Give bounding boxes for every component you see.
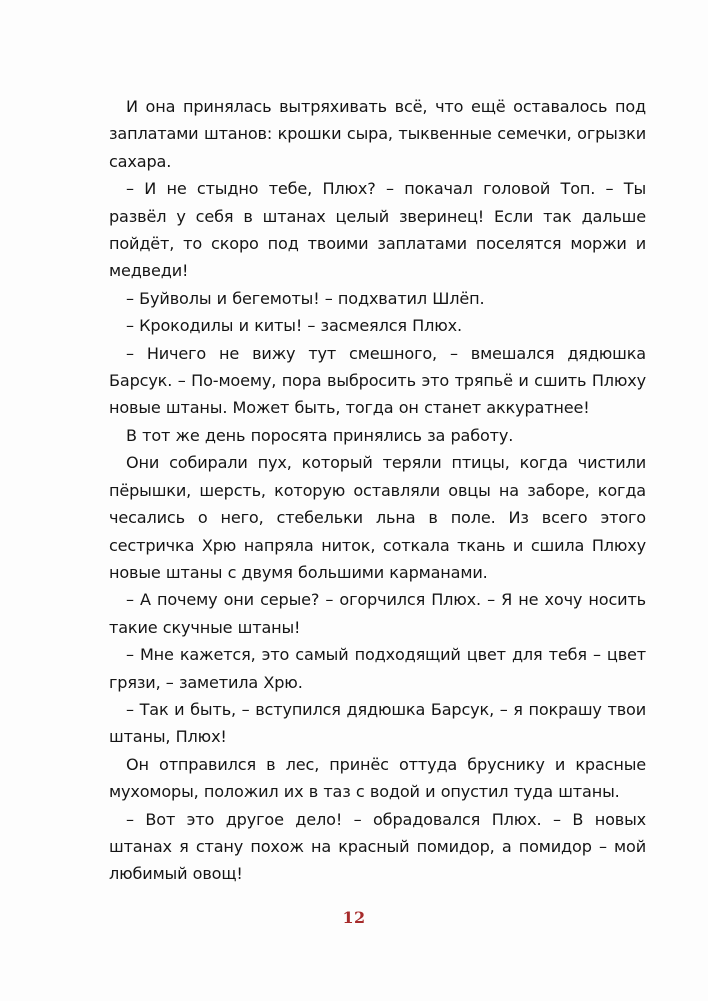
paragraph: – Вот это другое дело! – обрадовался Плюх. – В новых штанах я стану похож на красный помидор, а помидор – мой любимый овощ! bbox=[109, 809, 646, 884]
paragraph: Они собирали пух, который теряли птицы, когда чистили пёрышки, шерсть, которую оставляли овцы на заборе, когда чесались о него, стебельки льна в поле. Из всего этого сестричка Хрю напряла ниток, соткала ткань и сшила Плюху новые штаны с двумя большими карманами. bbox=[109, 453, 646, 582]
paragraph: – А почему они серые? – огорчился Плюх. – Я не хочу носить такие скучные штаны! bbox=[109, 590, 646, 637]
paragraph: – Так и быть, – вступился дядюшка Барсук, – я покрашу твои штаны, Плюх! bbox=[109, 699, 646, 747]
paragraph: – Мне кажется, это самый подходящий цвет для тебя – цвет грязи, – заметила Хрю. bbox=[109, 645, 646, 692]
paragraph: Он отправился в лес, принёс оттуда бруснику и красные мухоморы, положил их в таз с водой и опустил туда штаны. bbox=[109, 754, 646, 802]
paragraph: – Крокодилы и киты! – засмеялся Плюх. bbox=[126, 316, 462, 336]
paragraph: – Буйволы и бегемоты! – подхватил Шлёп. bbox=[126, 288, 485, 308]
paragraph: В тот же день поросята принялись за работу. bbox=[126, 425, 514, 445]
paragraph: – И не стыдно тебе, Плюх? – покачал головой Топ. – Ты развёл у себя в штанах целый зверинец! Если так дальше пойдёт, то скоро под твоими заплатами поселятся моржи и медведи! bbox=[109, 179, 646, 281]
page-number: 12 bbox=[342, 908, 366, 927]
page-text-body bbox=[109, 93, 646, 888]
paragraph: И она принялась вытряхивать всё, что ещё оставалось под заплатами штанов: крошки сыра, тыквенные семечки, огрызки сахара. bbox=[109, 97, 646, 171]
paragraph: – Ничего не вижу тут смешного, – вмешался дядюшка Барсук. – По-моему, пора выбросить это тряпьё и сшить Плюху новые штаны. Может быть, тогда он станет аккуратнее! bbox=[109, 343, 646, 418]
